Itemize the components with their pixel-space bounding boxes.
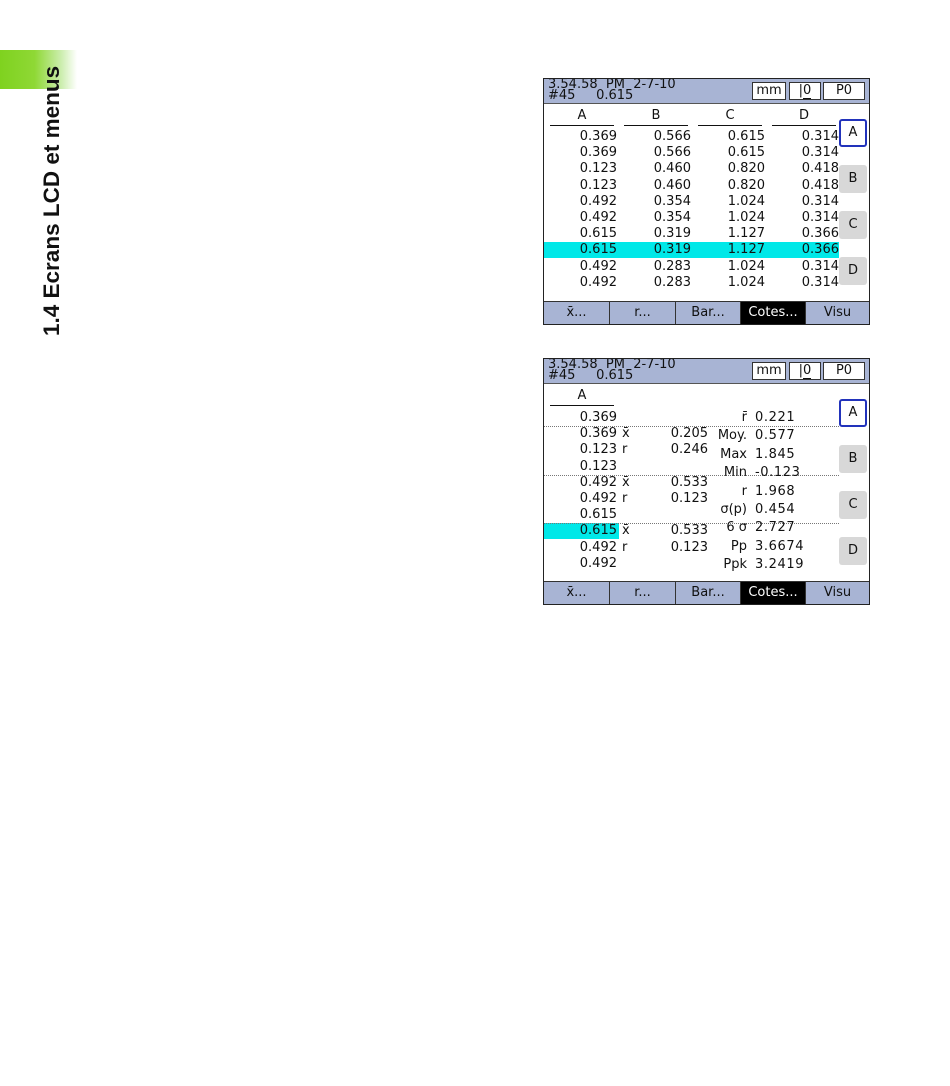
- measurement-value: 0.492: [579, 474, 617, 490]
- preset-box[interactable]: P0: [823, 362, 865, 380]
- stat-value: 3.6674: [755, 538, 805, 554]
- table-cell: 0.366: [801, 242, 839, 258]
- subgroup-r-label: r: [622, 491, 628, 506]
- side-button-a[interactable]: A: [839, 119, 867, 147]
- softkey-cotes[interactable]: Cotes...: [741, 582, 806, 604]
- table-row[interactable]: [544, 194, 839, 210]
- table-cell: 0.354: [653, 210, 691, 225]
- table-cell: 0.615: [727, 145, 765, 161]
- table-cell: 0.460: [653, 177, 691, 193]
- list-item[interactable]: [544, 491, 619, 507]
- side-button-d[interactable]: D: [839, 257, 867, 285]
- measurement-value: 0.492: [579, 539, 617, 555]
- lcd-screen-table: [543, 78, 870, 325]
- subgroup-xbar-value: 0.533: [670, 474, 708, 490]
- table-cell: 0.369: [579, 145, 617, 161]
- softkey-r[interactable]: r...: [610, 582, 676, 604]
- softkey-cotes[interactable]: Cotes...: [741, 302, 806, 324]
- stat-value: 1.968: [755, 483, 796, 499]
- table-cell: 0.492: [579, 193, 617, 209]
- table-row[interactable]: [544, 129, 839, 145]
- softkey-visu[interactable]: Visu: [823, 305, 852, 320]
- softkey-visu[interactable]: Visu: [823, 585, 852, 600]
- softkey-xbar[interactable]: x̄...: [544, 302, 610, 324]
- unit-box[interactable]: mm: [752, 82, 786, 100]
- table-row[interactable]: [544, 242, 839, 258]
- zero-box[interactable]: |0: [789, 82, 821, 100]
- list-item[interactable]: [544, 540, 619, 556]
- table-cell: 0.314: [801, 258, 839, 274]
- stat-label: 6 σ: [726, 520, 747, 536]
- table-cell: 0.123: [579, 177, 617, 193]
- table-cell: 1.024: [727, 210, 765, 225]
- stat-value: 0.577: [755, 428, 796, 444]
- subgroup-xbar-value: 0.205: [670, 426, 708, 442]
- stat-label: Min: [723, 465, 747, 481]
- stat-value: 1.845: [755, 446, 796, 462]
- table-cell: 1.024: [727, 258, 765, 274]
- status-header: [544, 359, 869, 384]
- list-item[interactable]: [544, 442, 619, 458]
- table-cell: 0.314: [801, 145, 839, 161]
- softkey-bar-chart[interactable]: Bar...: [676, 582, 741, 604]
- status-header: [544, 79, 869, 104]
- column-header-c: C: [698, 108, 762, 126]
- side-button-c[interactable]: C: [839, 491, 867, 519]
- stat-value: 2.727: [755, 520, 796, 536]
- stat-label: σ(p): [720, 502, 747, 517]
- stat-value: 0.454: [755, 502, 796, 517]
- measurement-value: 0.123: [579, 442, 617, 458]
- timestamp: 3.54.58 PM 2-7-10: [548, 358, 676, 372]
- subgroup-xbar-value: 0.533: [670, 523, 708, 539]
- column-header-a: A: [550, 388, 614, 406]
- measurement-value: 0.615: [579, 507, 617, 523]
- table-cell: 0.369: [579, 129, 617, 144]
- list-item[interactable]: [544, 523, 619, 539]
- softkey-bar: [544, 581, 869, 604]
- softkey-bar: [544, 301, 869, 324]
- table-cell: 0.566: [653, 129, 691, 144]
- stat-label: r: [741, 483, 747, 499]
- stat-value: -0.123: [755, 465, 801, 481]
- table-row[interactable]: [544, 259, 839, 275]
- column-header-d: D: [772, 108, 836, 126]
- zero-label: 0: [803, 363, 812, 378]
- table-cell: 0.354: [653, 193, 691, 209]
- subgroup-xbar-label: x̄: [622, 523, 630, 539]
- softkey-r[interactable]: r...: [610, 302, 676, 324]
- softkey-xbar[interactable]: x̄...: [544, 582, 610, 604]
- timestamp: 3.54.58 PM 2-7-10: [548, 78, 676, 92]
- side-button-b[interactable]: B: [839, 445, 867, 473]
- softkey-bar-chart[interactable]: Bar...: [676, 302, 741, 324]
- stat-label: Pp: [730, 538, 747, 554]
- zero-label: 0: [803, 83, 812, 98]
- stat-label: Ppk: [723, 557, 747, 573]
- table-row[interactable]: [544, 145, 839, 161]
- list-item[interactable]: [544, 507, 619, 523]
- table-cell: 0.319: [653, 226, 691, 242]
- table-cell: 0.123: [579, 161, 617, 177]
- table-cell: 0.492: [579, 258, 617, 274]
- table-row[interactable]: [544, 161, 839, 177]
- measurement-value: 0.615: [579, 523, 617, 539]
- table-cell: 1.127: [727, 242, 765, 258]
- table-cell: 0.492: [579, 274, 617, 290]
- table-row[interactable]: [544, 178, 839, 194]
- side-button-a[interactable]: A: [839, 399, 867, 427]
- table-cell: 0.314: [801, 129, 839, 144]
- side-button-d[interactable]: D: [839, 537, 867, 565]
- table-cell: 0.820: [727, 177, 765, 193]
- stat-value: 0.221: [755, 410, 796, 425]
- subgroup-r-label: r: [622, 442, 628, 458]
- list-item[interactable]: [544, 426, 619, 442]
- measurement-value: 0.369: [579, 410, 617, 425]
- sample-number: #45 0.615: [548, 368, 634, 383]
- table-cell: 0.566: [653, 145, 691, 161]
- table-cell: 1.024: [727, 193, 765, 209]
- table-cell: 0.615: [579, 242, 617, 258]
- table-row[interactable]: [544, 275, 839, 291]
- measurement-value: 0.123: [579, 458, 617, 474]
- stat-label: Moy.: [717, 428, 747, 444]
- subgroup-xbar-label: x̄: [622, 426, 630, 442]
- stat-label: Max: [720, 446, 747, 462]
- table-row[interactable]: [544, 210, 839, 226]
- subgroup-r-value: 0.123: [670, 491, 708, 506]
- table-cell: 0.314: [801, 274, 839, 290]
- unit-box[interactable]: mm: [752, 362, 786, 380]
- list-item[interactable]: [544, 475, 619, 491]
- preset-box[interactable]: P0: [823, 82, 865, 100]
- table-cell: 0.366: [801, 226, 839, 242]
- subgroup-r-label: r: [622, 539, 628, 555]
- table-cell: 0.820: [727, 161, 765, 177]
- column-header-a: A: [550, 108, 614, 126]
- subgroup-xbar-label: x̄: [622, 474, 630, 490]
- measurement-value: 0.492: [579, 491, 617, 506]
- table-cell: 1.024: [727, 274, 765, 290]
- table-cell: 0.492: [579, 210, 617, 225]
- table-cell: 0.418: [801, 177, 839, 193]
- table-cell: 0.314: [801, 210, 839, 225]
- column-header-b: B: [624, 108, 688, 126]
- stat-label: r̄: [741, 410, 747, 425]
- table-cell: 0.615: [727, 129, 765, 144]
- side-button-b[interactable]: B: [839, 165, 867, 193]
- list-item[interactable]: [544, 410, 619, 426]
- table-cell: 0.314: [801, 193, 839, 209]
- measurement-value: 0.492: [579, 555, 617, 571]
- subgroup-r-value: 0.123: [670, 539, 708, 555]
- table-cell: 0.460: [653, 161, 691, 177]
- side-button-c[interactable]: C: [839, 211, 867, 239]
- lcd-screen-stats: [543, 358, 870, 605]
- list-item[interactable]: [544, 459, 619, 475]
- sample-number: #45 0.615: [548, 88, 634, 103]
- subgroup-r-value: 0.246: [670, 442, 708, 458]
- list-item[interactable]: [544, 556, 619, 572]
- measurement-value: 0.369: [579, 426, 617, 442]
- table-cell: 0.615: [579, 226, 617, 242]
- table-cell: 0.319: [653, 242, 691, 258]
- stat-value: 3.2419: [755, 557, 805, 573]
- table-cell: 1.127: [727, 226, 765, 242]
- table-cell: 0.283: [653, 258, 691, 274]
- section-title: 1.4 Ecrans LCD et menus: [39, 65, 64, 336]
- zero-box[interactable]: |0: [789, 362, 821, 380]
- table-row[interactable]: [544, 226, 839, 242]
- table-cell: 0.283: [653, 274, 691, 290]
- table-cell: 0.418: [801, 161, 839, 177]
